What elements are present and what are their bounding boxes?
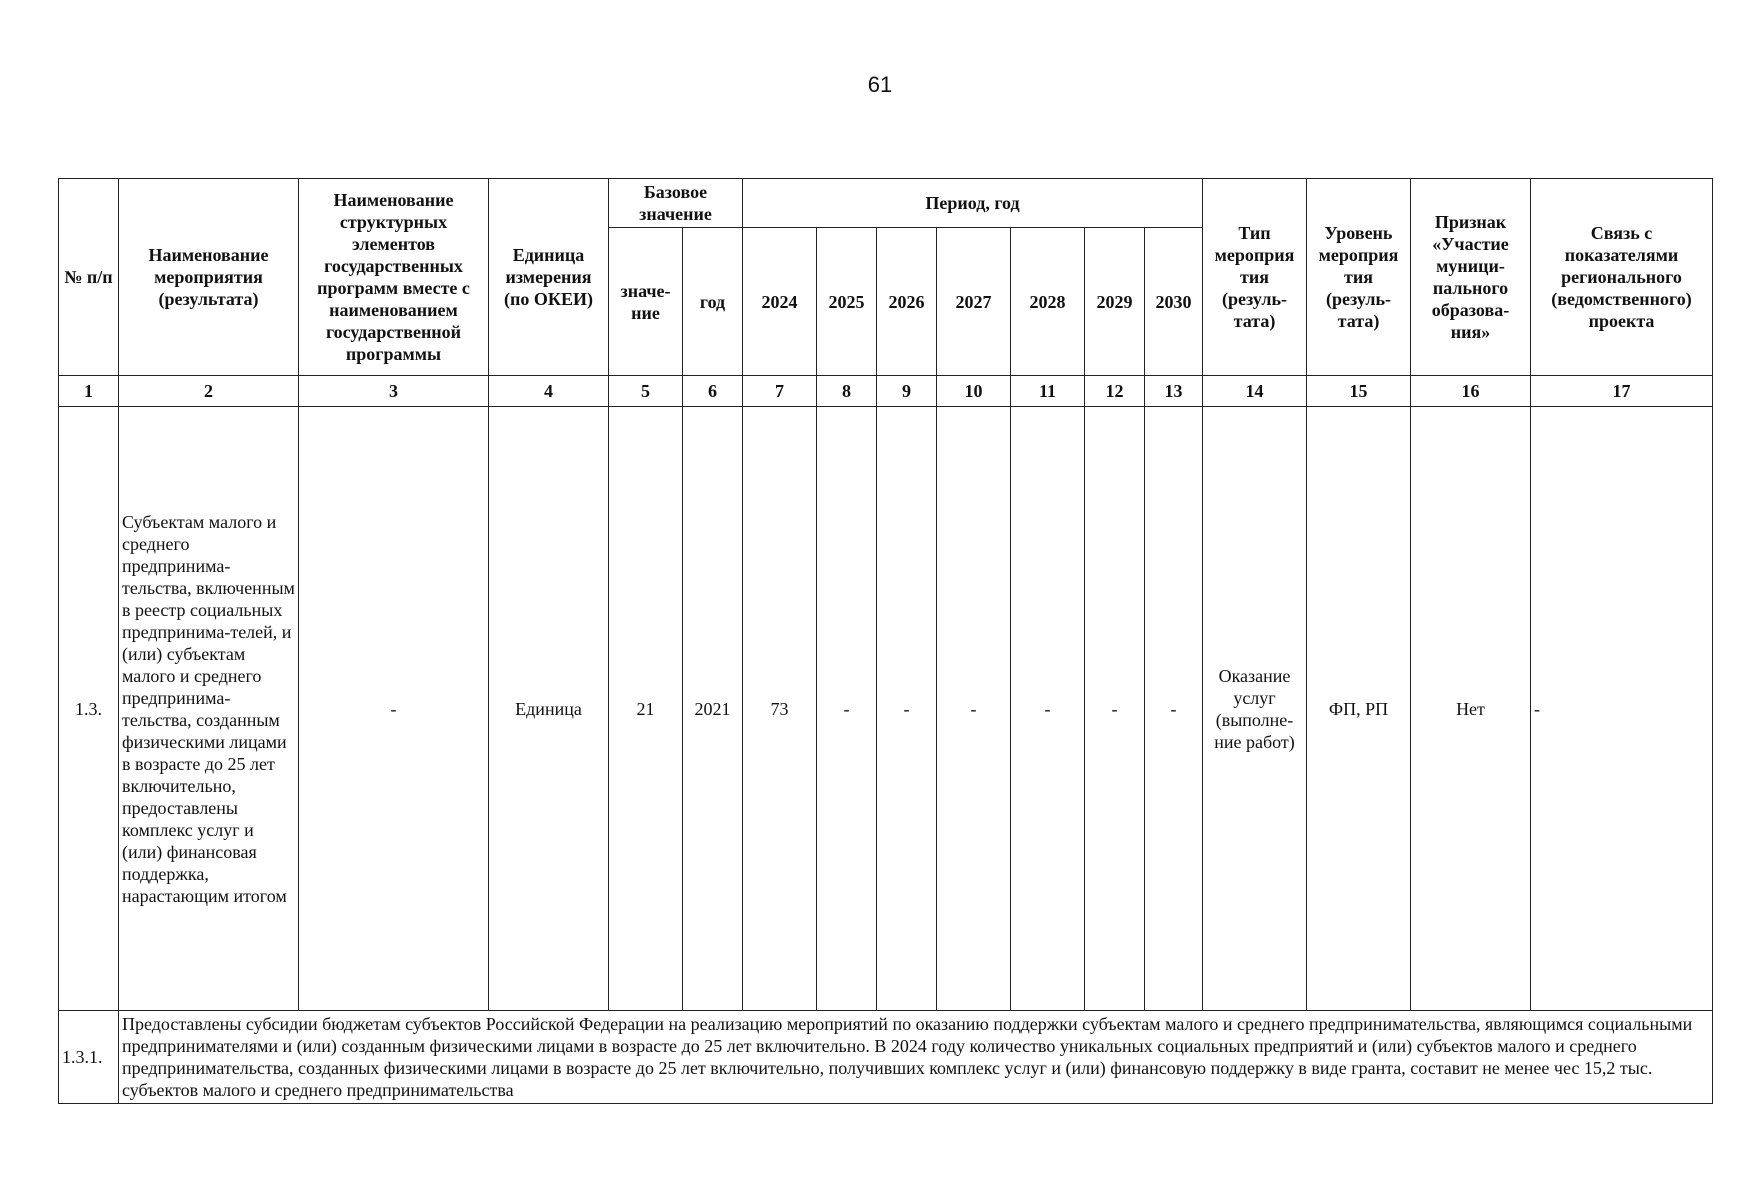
column-number: 16 — [1411, 376, 1531, 407]
header-year-2028: 2028 — [1011, 228, 1085, 376]
column-number: 13 — [1145, 376, 1203, 407]
header-municipal-sign: Признак «Участие муници-пального образова-ния» — [1411, 179, 1531, 376]
column-number: 6 — [683, 376, 743, 407]
row-unit: Единица — [489, 407, 609, 1011]
header-period: Период, год — [743, 179, 1203, 228]
header-project-link: Связь с показателями регионального (ведомственного) проекта — [1531, 179, 1713, 376]
program-table — [58, 178, 1713, 1104]
column-number: 11 — [1011, 376, 1085, 407]
header-level: Уровень мероприя тия (резуль-тата) — [1307, 179, 1411, 376]
column-number: 5 — [609, 376, 683, 407]
sub-row-num: 1.3.1. — [59, 1011, 119, 1104]
row-2025: - — [817, 407, 877, 1011]
row-base-value: 21 — [609, 407, 683, 1011]
row-project-link: - — [1531, 407, 1713, 1011]
column-number: 4 — [489, 376, 609, 407]
header-year-2030: 2030 — [1145, 228, 1203, 376]
column-number: 3 — [299, 376, 489, 407]
row-level: ФП, РП — [1307, 407, 1411, 1011]
header-num: № п/п — [59, 179, 119, 376]
header-unit: Единица измерения (по ОКЕИ) — [489, 179, 609, 376]
header-base-value: значе-ние — [609, 228, 683, 376]
header-type: Тип мероприя тия (резуль-тата) — [1203, 179, 1307, 376]
row-2028: - — [1011, 407, 1085, 1011]
row-2027: - — [937, 407, 1011, 1011]
column-number: 2 — [119, 376, 299, 407]
row-structural-elements: - — [299, 407, 489, 1011]
page-number: 61 — [867, 72, 893, 97]
header-base-year: год — [683, 228, 743, 376]
row-2024: 73 — [743, 407, 817, 1011]
sub-row-text: Предоставлены субсидии бюджетам субъектов Российской Федерации на реализацию мероприятий по оказанию поддержки субъектам малого и среднего предпринимательства, являющимся социальными предпринимателями и (или) созданным физическими лицами в возрасте до 25 лет включительно. В 2024 году количество уникальных социальных предприятий и (или) субъектов малого и среднего предпринимательства, созданных физическими лицами в возрасте до 25 лет включительно, получивших комплекс услуг и (или) финансовую поддержку в виде гранта, составит не менее чес 15,2 тыс. субъектов малого и среднего предпринимательства — [119, 1011, 1713, 1104]
column-number: 1 — [59, 376, 119, 407]
header-name: Наименование мероприятия (результата) — [119, 179, 299, 376]
row-name: Субъектам малого и среднего предпринима-тельства, включенным в реестр социальных предпринима-телей, и (или) субъектам малого и среднего предпринима-тельства, созданным физическими лицами в возрасте до 25 лет включительно, предоставлены комплекс услуг и (или) финансовая поддержка, нарастающим итогом — [119, 407, 299, 1011]
row-2030: - — [1145, 407, 1203, 1011]
column-number: 8 — [817, 376, 877, 407]
row-type: Оказание услуг (выполне-ние работ) — [1203, 407, 1307, 1011]
row-2029: - — [1085, 407, 1145, 1011]
header-year-2024: 2024 — [743, 228, 817, 376]
column-number: 10 — [937, 376, 1011, 407]
row-base-year: 2021 — [683, 407, 743, 1011]
column-number-row — [59, 376, 1713, 407]
header-year-2029: 2029 — [1085, 228, 1145, 376]
column-number: 9 — [877, 376, 937, 407]
column-number: 15 — [1307, 376, 1411, 407]
row-num: 1.3. — [59, 407, 119, 1011]
table-row — [59, 407, 1713, 1011]
header-structural-elements: Наименование структурных элементов государственных программ вместе с наименованием государственной программы — [299, 179, 489, 376]
header-year-2027: 2027 — [937, 228, 1011, 376]
column-number: 12 — [1085, 376, 1145, 407]
header-year-2026: 2026 — [877, 228, 937, 376]
row-2026: - — [877, 407, 937, 1011]
header-base: Базовое значение — [609, 179, 743, 228]
sub-row — [59, 1011, 1713, 1104]
header-year-2025: 2025 — [817, 228, 877, 376]
column-number: 17 — [1531, 376, 1713, 407]
column-number: 14 — [1203, 376, 1307, 407]
column-number: 7 — [743, 376, 817, 407]
row-municipal-sign: Нет — [1411, 407, 1531, 1011]
